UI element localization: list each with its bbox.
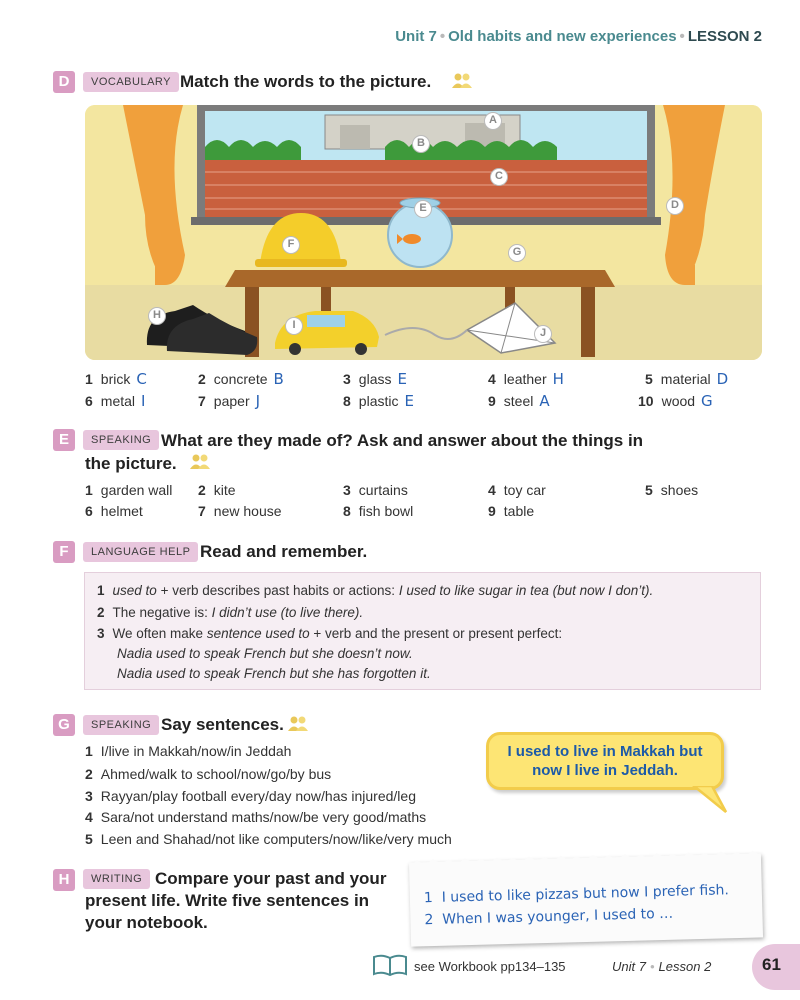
header-title: Old habits and new experiences xyxy=(448,28,677,45)
speaking-item: 5 shoes xyxy=(645,482,699,498)
section-e-letter: E xyxy=(53,429,75,451)
vocabulary-item: 6 metal I xyxy=(85,392,146,410)
speaking-item: 8 fish bowl xyxy=(343,503,414,519)
pair-work-icon xyxy=(287,716,309,732)
vocabulary-item: 7 paper J xyxy=(198,392,261,410)
section-g-tag: SPEAKING xyxy=(83,715,159,735)
handwritten-answer: A xyxy=(539,392,550,410)
picture-label-i: I xyxy=(285,317,303,335)
speaking-item: 4 toy car xyxy=(488,482,546,498)
speech-bubble-line1: I used to live in Makkah but xyxy=(507,743,703,760)
picture-label-c: C xyxy=(490,168,508,186)
handwritten-answer: I xyxy=(141,392,146,410)
page-number: 61 xyxy=(762,955,781,974)
help-example-2: Nadia used to speak French but she has forgotten it. xyxy=(117,666,431,681)
section-h-title-line2: present life. Write five sentences in xyxy=(85,891,370,910)
section-g-title: Say sentences. xyxy=(161,715,284,734)
section-d-letter: D xyxy=(53,71,75,93)
picture-label-e: E xyxy=(414,200,432,218)
prompt-item: 4 Sara/not understand maths/now/be very good/maths xyxy=(85,809,427,825)
handwritten-answer: C xyxy=(136,370,147,388)
vocabulary-row-2 xyxy=(85,392,765,412)
section-e-title-line2: the picture. xyxy=(85,454,177,473)
section-f-letter: F xyxy=(53,541,75,563)
vocabulary-item: 3 glass E xyxy=(343,370,407,388)
prompt-item: 1 I/live in Makkah/now/in Jeddah xyxy=(85,743,292,759)
handwritten-answer: J xyxy=(255,392,261,410)
vocabulary-item: 4 leather H xyxy=(488,370,564,388)
header-unit: Unit 7 xyxy=(395,28,437,45)
section-g-letter: G xyxy=(53,714,75,736)
handwritten-answer: H xyxy=(552,370,564,388)
speaking-item: 7 new house xyxy=(198,503,282,519)
workbook-reference: see Workbook pp134–135 xyxy=(414,959,566,974)
help-line-1: 1 used to + verb describes past habits or actions: I used to like sugar in tea (but now I don’t). xyxy=(97,583,654,598)
speaking-item: 9 table xyxy=(488,503,535,519)
footer-unit-lesson: Unit 7 • Lesson 2 xyxy=(612,959,712,974)
picture-label-j: J xyxy=(534,325,552,343)
handwritten-answer: E xyxy=(404,392,414,410)
handwritten-answer: D xyxy=(716,370,729,388)
notebook-example xyxy=(409,853,763,946)
help-line-2: 2 The negative is: I didn’t use (to live there). xyxy=(97,605,364,620)
section-f-title: Read and remember. xyxy=(200,542,368,561)
help-example-1: Nadia used to speak French but she doesn’t now. xyxy=(117,646,413,661)
note-line-1: 1 I used to like pizzas but now I prefer fish. xyxy=(423,882,730,907)
section-e-title-line1: What are they made of? Ask and answer about the things in xyxy=(161,431,644,450)
speaking-row-2 xyxy=(85,503,765,523)
page-header: Unit 7 • Old habits and new experiences • LESSON 2 xyxy=(395,28,762,45)
speech-bubble xyxy=(486,732,724,790)
speaking-item: 1 garden wall xyxy=(85,482,173,498)
workbook-icon xyxy=(372,954,408,976)
help-line-3: 3 We often make sentence used to + verb and the present or present perfect: xyxy=(97,626,563,641)
section-h-tag: WRITING xyxy=(83,869,150,889)
pair-work-icon xyxy=(451,73,473,89)
picture-label-f: F xyxy=(282,236,300,254)
vocabulary-item: 8 plastic E xyxy=(343,392,414,410)
prompt-item: 3 Rayyan/play football every/day now/has injured/leg xyxy=(85,788,416,804)
pair-work-icon xyxy=(189,454,211,470)
torn-edge xyxy=(409,849,761,866)
speaking-item: 6 helmet xyxy=(85,503,143,519)
section-h-title-line3: your notebook. xyxy=(85,913,208,932)
vocabulary-item: 10 wood G xyxy=(638,392,713,410)
speech-bubble-tail xyxy=(690,786,730,814)
handwritten-answer: B xyxy=(273,370,284,388)
section-h-letter: H xyxy=(53,869,75,891)
speaking-item: 3 curtains xyxy=(343,482,408,498)
prompt-item: 5 Leen and Shahad/not like computers/now/like/very much xyxy=(85,831,452,847)
note-line-2: 2 When I was younger, I used to … xyxy=(424,905,674,929)
picture-label-g: G xyxy=(508,244,526,262)
section-d-title: Match the words to the picture. xyxy=(180,72,432,91)
picture-label-a: A xyxy=(484,112,502,130)
section-d-tag: VOCABULARY xyxy=(83,72,179,92)
header-lesson: LESSON 2 xyxy=(687,28,762,45)
picture-label-d: D xyxy=(666,197,684,215)
vocabulary-picture xyxy=(85,105,762,360)
picture-label-h: H xyxy=(148,307,166,325)
prompt-item: 2 Ahmed/walk to school/now/go/by bus xyxy=(85,766,332,782)
language-help-box xyxy=(84,572,761,690)
vocabulary-row-1 xyxy=(85,370,765,390)
speaking-row-1 xyxy=(85,482,765,502)
vocabulary-item: 1 brick C xyxy=(85,370,147,388)
section-h-title-line1: Compare your past and your xyxy=(155,869,387,888)
vocabulary-item: 2 concrete B xyxy=(198,370,284,388)
handwritten-answer: E xyxy=(397,370,407,388)
vocabulary-item: 9 steel A xyxy=(488,392,550,410)
speaking-item: 2 kite xyxy=(198,482,236,498)
vocabulary-item: 5 material D xyxy=(645,370,729,388)
section-e-tag: SPEAKING xyxy=(83,430,159,450)
handwritten-answer: G xyxy=(701,392,713,410)
speech-bubble-line2: now I live in Jeddah. xyxy=(532,762,678,779)
picture-label-b: B xyxy=(412,135,430,153)
section-f-tag: LANGUAGE HELP xyxy=(83,542,198,562)
